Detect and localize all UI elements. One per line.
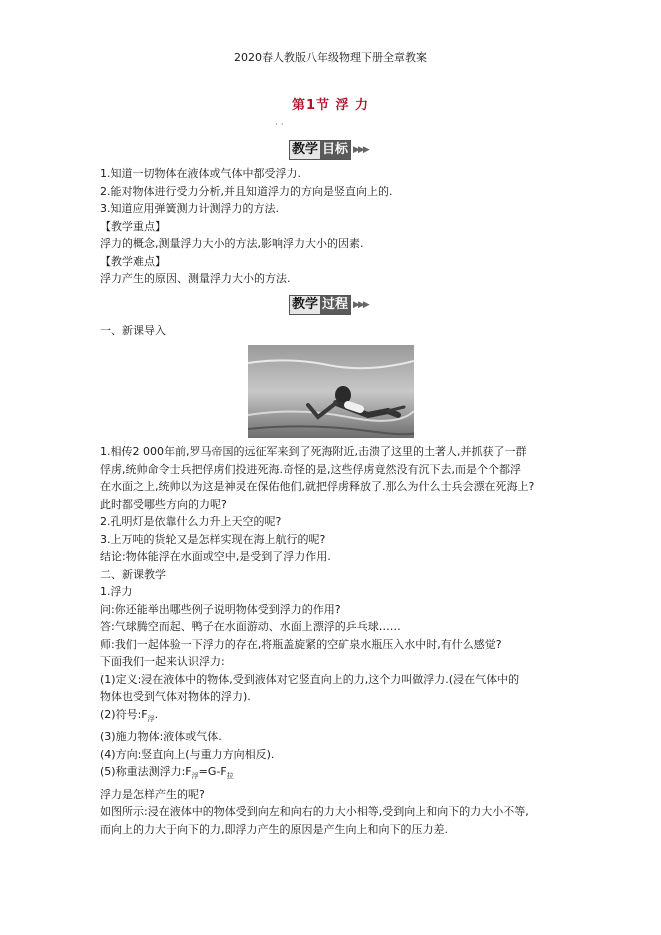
banner-word-2: 目标 bbox=[322, 142, 349, 157]
banner-word-2: 过程 bbox=[322, 297, 349, 312]
section-title: 第1节 浮 力 bbox=[291, 98, 370, 113]
dead-sea-photo bbox=[248, 345, 414, 438]
key-point-text: 浮力的概念,测量浮力大小的方法,影响浮力大小的因素. bbox=[100, 237, 364, 250]
goal-line: 3.知道应用弹簧测力计测浮力的方法. bbox=[100, 202, 279, 215]
teaching-goals-banner bbox=[289, 140, 368, 160]
weigh-prefix: (5)称重法测浮力:F bbox=[100, 765, 192, 779]
intro-text: 一、新课导入 bbox=[100, 324, 166, 337]
page-header: 2020春人教版八年级物理下册全章教案 bbox=[234, 51, 427, 64]
body-line: 答:气球腾空而起、鸭子在水面游动、水面上漂浮的乒乓球…… bbox=[100, 620, 401, 633]
body-line: 而向上的力大于向下的力,即浮力产生的原因是产生向上和向下的压力差. bbox=[100, 822, 448, 836]
difficulty-text: 浮力产生的原因、测量浮力大小的方法. bbox=[100, 272, 291, 285]
body-line: 在水面之上,统帅以为这是神灵在保佑他们,就把俘虏释放了.那么为什么士兵会漂在死海上? bbox=[100, 480, 535, 493]
arrow-icon: ▶▶▶ bbox=[353, 300, 368, 310]
weigh-sub2: 拉 bbox=[226, 772, 234, 781]
decorative-dots: · · bbox=[275, 120, 284, 130]
arrow-icon: ▶▶▶ bbox=[353, 145, 368, 155]
lesson-body bbox=[100, 443, 570, 838]
symbol-suffix: . bbox=[154, 707, 159, 721]
body-line: 师:我们一起体验一下浮力的存在,将瓶盖旋紧的空矿泉水瓶压入水中时,有什么感觉? bbox=[100, 637, 502, 651]
key-point-heading: 【教学重点】 bbox=[100, 219, 166, 233]
goal-line: 1.知道一切物体在液体或气体中都受浮力. bbox=[100, 167, 301, 180]
body-line: (1)定义:浸在液体中的物体,受到液体对它竖直向上的力,这个力叫做浮力.(浸在气体中的 bbox=[100, 672, 520, 686]
body-line: 俘虏,统帅命令士兵把俘虏们投进死海.奇怪的是,这些俘虏竟然没有沉下去,而是个个都浮 bbox=[100, 462, 521, 476]
body-line: 结论:物体能浮在水面或空中,是受到了浮力作用. bbox=[100, 550, 331, 563]
symbol-line bbox=[100, 706, 570, 729]
goal-line: 2.能对物体进行受力分析,并且知道浮力的方向是竖直向上的. bbox=[100, 184, 393, 198]
body-line: 2.孔明灯是依靠什么力升上天空的呢? bbox=[100, 515, 282, 528]
body-line: 浮力是怎样产生的呢? bbox=[100, 787, 205, 801]
body-line: (3)施力物体:液体或气体. bbox=[100, 730, 222, 744]
body-line: 下面我们一起来认识浮力: bbox=[100, 655, 225, 668]
body-line: 1.浮力 bbox=[100, 585, 133, 598]
weigh-mid: =G-F bbox=[198, 765, 227, 779]
body-line: 如图所示:浸在液体中的物体受到向左和向右的力大小相等,受到向上和向下的力大小不等, bbox=[100, 805, 529, 819]
body-line: 问:你还能举出哪些例子说明物体受到浮力的作用? bbox=[100, 602, 341, 616]
weigh-line bbox=[100, 763, 570, 786]
body-line: 3.上万吨的货轮又是怎样实现在海上航行的呢? bbox=[100, 532, 326, 546]
body-line: 此时都受哪些方向的力呢? bbox=[100, 497, 227, 511]
symbol-sub: 浮 bbox=[147, 714, 155, 723]
teaching-process-banner bbox=[289, 295, 368, 315]
symbol-prefix: (2)符号:F bbox=[100, 707, 148, 721]
goals-section bbox=[100, 165, 570, 288]
intro-heading bbox=[100, 322, 570, 340]
body-line: 二、新课教学 bbox=[100, 567, 166, 581]
banner-word-1: 教学 bbox=[292, 297, 319, 312]
body-line: 物体也受到气体对物体的浮力). bbox=[100, 690, 251, 703]
banner-word-1: 教学 bbox=[292, 142, 319, 157]
body-line: (4)方向:竖直向上(与重力方向相反). bbox=[100, 747, 275, 761]
weigh-sub1: 浮 bbox=[191, 772, 199, 781]
difficulty-heading: 【教学难点】 bbox=[100, 254, 166, 268]
body-line: 1.相传2 000年前,罗马帝国的远征军来到了死海附近,击溃了这里的土著人,并抓获了一群 bbox=[100, 445, 527, 458]
